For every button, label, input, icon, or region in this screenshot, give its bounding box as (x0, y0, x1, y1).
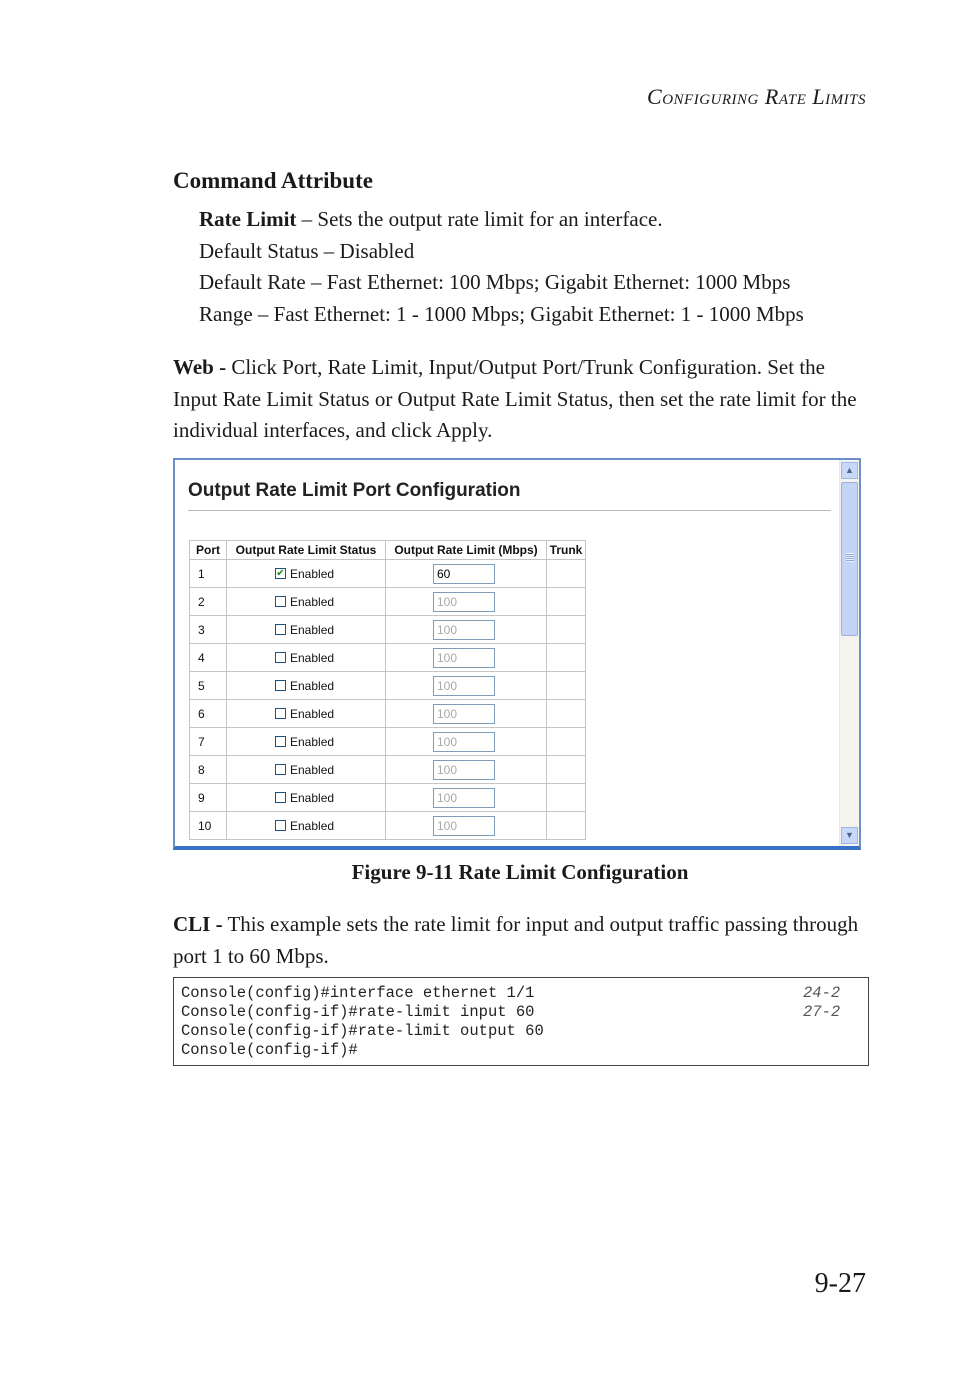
code-line (181, 1022, 868, 1041)
status-cell (227, 812, 386, 840)
table-header-row (190, 541, 586, 560)
enabled-label: Enabled (290, 818, 335, 833)
column-header-trunk: Trunk (547, 541, 586, 560)
status-cell (227, 728, 386, 756)
status-cell (227, 784, 386, 812)
port-number: 5 (190, 672, 227, 700)
web-page-content (175, 460, 839, 846)
enabled-label: Enabled (290, 734, 335, 749)
rate-limit-input[interactable] (433, 564, 495, 584)
rate-limit-input[interactable] (433, 592, 495, 612)
code-line (181, 1003, 868, 1022)
rate-limit-input[interactable] (433, 676, 495, 696)
scroll-thumb[interactable] (841, 482, 858, 636)
port-number: 7 (190, 728, 227, 756)
enabled-checkbox-group (227, 595, 385, 609)
grip-icon (846, 553, 854, 562)
port-number: 9 (190, 784, 227, 812)
port-number: 8 (190, 756, 227, 784)
enabled-checkbox-group (227, 623, 385, 637)
checkbox-icon[interactable] (275, 652, 286, 663)
checkbox-icon[interactable] (275, 708, 286, 719)
enabled-checkbox-group (227, 763, 385, 777)
enabled-checkbox-group (227, 679, 385, 693)
scroll-up-arrow-icon[interactable]: ▲ (841, 462, 858, 479)
table-row (190, 644, 586, 672)
table-row (190, 700, 586, 728)
page-title: Output Rate Limit Port Configuration (188, 480, 521, 501)
enabled-label: Enabled (290, 594, 335, 609)
rate-cell (386, 700, 547, 728)
rate-limit-input[interactable] (433, 732, 495, 752)
enabled-checkbox-group (227, 567, 385, 581)
rate-limit-input[interactable] (433, 648, 495, 668)
rate-limit-label: Rate Limit (199, 207, 297, 231)
trunk-cell (547, 756, 586, 784)
table-row (190, 560, 586, 588)
port-number: 2 (190, 588, 227, 616)
rate-limit-screenshot (173, 458, 861, 850)
status-cell (227, 616, 386, 644)
status-cell (227, 700, 386, 728)
status-cell (227, 588, 386, 616)
code-text: Console(config-if)#rate-limit input 60 (181, 1003, 535, 1021)
table-row (190, 784, 586, 812)
rate-limit-input[interactable] (433, 816, 495, 836)
column-header-port: Port (190, 541, 227, 560)
rate-cell (386, 812, 547, 840)
trunk-cell (547, 672, 586, 700)
column-header-status: Output Rate Limit Status (227, 541, 386, 560)
checkbox-icon[interactable] (275, 680, 286, 691)
code-text: Console(config-if)# (181, 1041, 358, 1059)
rate-cell (386, 644, 547, 672)
default-rate: Default Rate – Fast Ethernet: 100 Mbps; Gigabit Ethernet: 1000 Mbps (199, 270, 791, 294)
trunk-cell (547, 588, 586, 616)
trunk-cell (547, 784, 586, 812)
code-reference: 24-2 (803, 984, 841, 1002)
rate-cell (386, 728, 547, 756)
enabled-label: Enabled (290, 566, 335, 581)
code-reference: 27-2 (803, 1003, 841, 1021)
scroll-down-arrow-icon[interactable]: ▼ (841, 827, 858, 844)
checkbox-icon[interactable] (275, 624, 286, 635)
port-number: 1 (190, 560, 227, 588)
enabled-label: Enabled (290, 706, 335, 721)
checkbox-icon[interactable] (275, 764, 286, 775)
checkbox-icon[interactable] (275, 820, 286, 831)
port-number: 6 (190, 700, 227, 728)
rate-limit-input[interactable] (433, 620, 495, 640)
rate-limit-input[interactable] (433, 704, 495, 724)
enabled-checkbox-group (227, 651, 385, 665)
section-heading: Command Attribute (173, 168, 373, 193)
rate-limit-description: – Sets the output rate limit for an interface. (296, 207, 663, 231)
cli-text: This example sets the rate limit for input and output traffic passing through port 1 to 60 Mbps. (173, 912, 859, 968)
checkbox-icon[interactable] (275, 596, 286, 607)
rate-cell (386, 784, 547, 812)
enabled-checkbox-group (227, 791, 385, 805)
title-divider (188, 510, 831, 511)
rate-limit-attribute (199, 204, 804, 236)
table-row (190, 728, 586, 756)
cli-label: CLI - (173, 912, 223, 936)
column-header-rate: Output Rate Limit (Mbps) (386, 541, 547, 560)
status-cell (227, 756, 386, 784)
default-status: Default Status – Disabled (199, 238, 415, 263)
trunk-cell (547, 644, 586, 672)
enabled-checkbox-group (227, 735, 385, 749)
page-number: 9-27 (814, 1268, 866, 1299)
web-label: Web - (173, 355, 227, 379)
attribute-list (199, 204, 804, 330)
rate-cell (386, 560, 547, 588)
web-instructions (173, 352, 873, 447)
cli-instructions (173, 909, 873, 972)
checkbox-icon[interactable] (275, 792, 286, 803)
status-cell (227, 672, 386, 700)
rate-cell (386, 616, 547, 644)
enabled-label: Enabled (290, 790, 335, 805)
range: Range – Fast Ethernet: 1 - 1000 Mbps; Gigabit Ethernet: 1 - 1000 Mbps (199, 301, 804, 326)
table-row (190, 672, 586, 700)
rate-limit-input[interactable] (433, 760, 495, 780)
rate-cell (386, 756, 547, 784)
figure-caption: Figure 9-11 Rate Limit Configuration (351, 860, 689, 884)
trunk-cell (547, 700, 586, 728)
port-number: 3 (190, 616, 227, 644)
enabled-checkbox-group (227, 707, 385, 721)
rate-cell (386, 588, 547, 616)
status-cell (227, 560, 386, 588)
vertical-scrollbar[interactable] (839, 460, 859, 846)
code-text: Console(config)#interface ethernet 1/1 (181, 984, 535, 1002)
trunk-cell (547, 812, 586, 840)
enabled-checkbox-group (227, 819, 385, 833)
table-row (190, 616, 586, 644)
rate-limit-input[interactable] (433, 788, 495, 808)
code-line (181, 1041, 868, 1060)
checkbox-icon[interactable] (275, 736, 286, 747)
enabled-label: Enabled (290, 622, 335, 637)
web-text: Click Port, Rate Limit, Input/Output Port/Trunk Configuration. Set the Input Rate Limit Status or Output Rate Limit Status, then set the rate limit for the individual interfaces, and click Apply. (173, 355, 857, 442)
port-number: 10 (190, 812, 227, 840)
enabled-label: Enabled (290, 762, 335, 777)
rate-cell (386, 672, 547, 700)
port-number: 4 (190, 644, 227, 672)
enabled-label: Enabled (290, 678, 335, 693)
checkbox-checked-icon[interactable]: ✔ (276, 568, 285, 579)
trunk-cell (547, 560, 586, 588)
port-config-table (189, 540, 586, 840)
table-row (190, 588, 586, 616)
cli-code-block (173, 977, 869, 1066)
table-row (190, 812, 586, 840)
status-cell (227, 644, 386, 672)
code-line (181, 984, 868, 1003)
table-row (190, 756, 586, 784)
trunk-cell (547, 616, 586, 644)
enabled-label: Enabled (290, 650, 335, 665)
code-text: Console(config-if)#rate-limit output 60 (181, 1022, 544, 1040)
trunk-cell (547, 728, 586, 756)
running-head: Configuring Rate Limits (647, 84, 866, 109)
